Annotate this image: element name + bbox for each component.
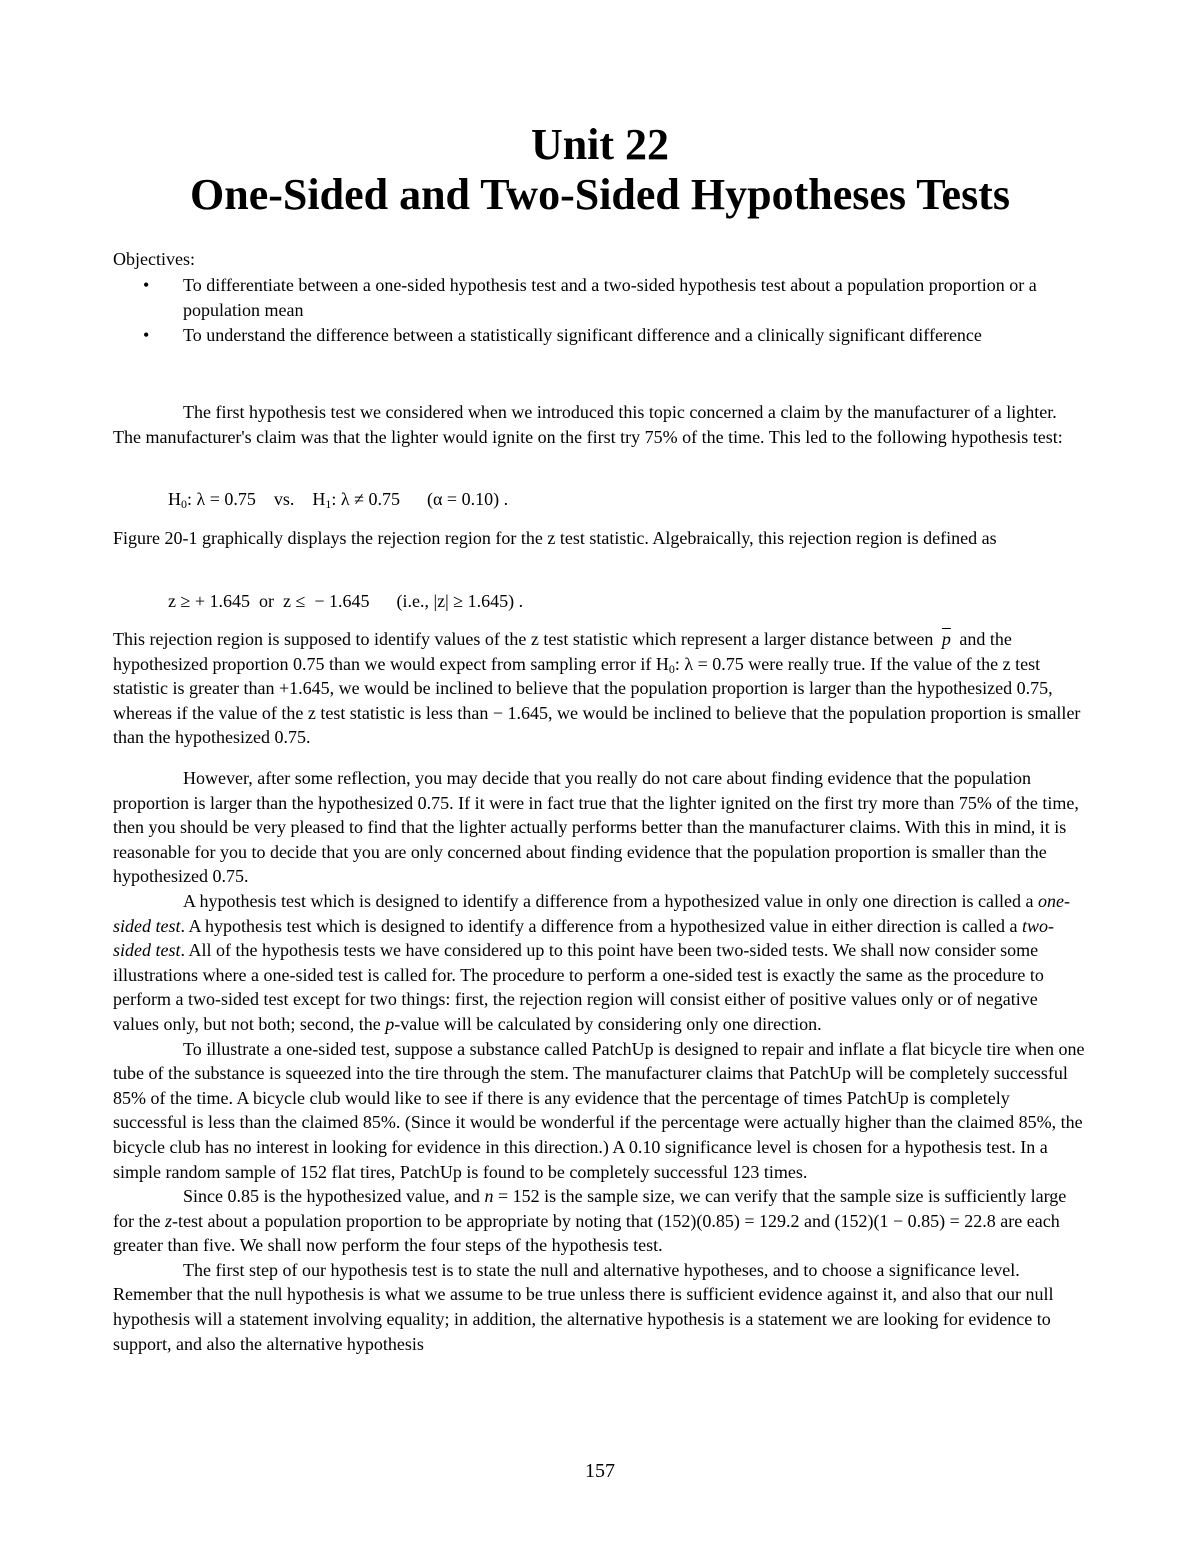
text-run: . A hypothesis test which is designed to identify a difference from a hypothesized value in either direction is called a bbox=[180, 915, 1018, 936]
p-bar-symbol: $\overline{p}$ bbox=[941, 629, 951, 649]
text-run: = 152 is the sample size, we can verify that the sample size is sufficiently large for the bbox=[113, 1186, 1067, 1231]
eq-part: : λ = 0.75 vs. H bbox=[187, 489, 326, 509]
objective-item bbox=[143, 273, 1078, 322]
objective-text: To differentiate between a one-sided hypothesis test and a two-sided hypothesis test about a population proportion or a population mean bbox=[183, 275, 1037, 320]
text-run: and the hypothesized proportion 0.75 than we would expect from sampling error if H bbox=[113, 629, 1012, 674]
text-run: -test about a population proportion to be appropriate by noting that (152)(0.85) = 129.2 and (152)(1 − 0.85) = 22.8 are each greater than five. We shall now perform the four steps of the hypothesis test. bbox=[113, 1210, 1060, 1256]
text-run: . All of the hypothesis tests we have considered up to this point have been two-sided tests. We shall now consider some illustrations where a one-sided test is called for. The procedure to perform a one-sided test is exactly the same as the procedure to perform a two-sided test except for two things: first, the rejection region will consist either of positive values only or of negative values only, but not both; second, the bbox=[113, 940, 1044, 1034]
objective-text: To understand the difference between a statistically significant difference and a clinically significant difference bbox=[183, 325, 982, 345]
bullet-icon: • bbox=[143, 275, 150, 295]
hypothesis-equation bbox=[168, 487, 508, 511]
objective-item bbox=[143, 323, 1078, 348]
eq-h0: H bbox=[168, 489, 181, 509]
text-run: A hypothesis test which is designed to identify a difference from a hypothesized value in only one direction is called a bbox=[183, 890, 1034, 911]
paragraph: The first step of our hypothesis test is to state the null and alternative hypotheses, and to choose a significance level. Remember that the null hypothesis is what we assume to be true unless there is sufficient evidence against it, and also that our null hypothesis will a statement involving equality; in addition, the alternative hypothesis is a statement we are looking for evidence to support, and also the alternative hypothesis bbox=[113, 1259, 1054, 1354]
paragraph: However, after some reflection, you may decide that you really do not care about finding evidence that the population proportion is larger than the hypothesized 0.75. If it were in fact true that the lighter ignited on the first try more than 75% of the time, then you should be very pleased to find that the lighter actually performs better than the manufacturer claims. With this in mind, it is reasonable for you to decide that you are only concerned about finding evidence that the population proportion is smaller than the hypothesized 0.75. bbox=[113, 768, 1079, 887]
paragraph bbox=[113, 889, 1088, 1037]
paragraph: The first hypothesis test we considered when we introduced this topic concerned a claim by the manufacturer of a lighter. The manufacturer's claim was that the lighter would ignite on the first try 75% of the time. This led to the following hypothesis test: bbox=[113, 402, 1063, 447]
p-variable: p bbox=[385, 1013, 395, 1034]
text-run: This rejection region is supposed to identify values of the z test statistic which represent a larger distance between bbox=[113, 629, 934, 649]
eq-part: : λ ≠ 0.75 (α = 0.10) . bbox=[331, 489, 509, 509]
eq-sub: 0 bbox=[181, 497, 187, 511]
unit-subtitle: One-Sided and Two-Sided Hypotheses Tests bbox=[190, 170, 1010, 219]
paragraph: To illustrate a one-sided test, suppose a substance called PatchUp is designed to repair and inflate a flat bicycle tire when one tube of the substance is squeezed into the tire through the stem. The manufacturer claims that PatchUp will be completely successful 85% of the time. A bicycle club would like to see if there is any evidence that the percentage of times PatchUp is completely successful is less than the claimed 85%. (Since it would be wonderful if the percentage were actually higher than the claimed 85%, the bicycle club has no interest in looking for evidence in this direction.) A 0.10 significance level is chosen for a hypothesis test. In a simple random sample of 152 flat tires, PatchUp is found to be completely successful 123 times. bbox=[113, 1038, 1085, 1182]
subscript: 0 bbox=[668, 661, 675, 676]
paragraph bbox=[113, 627, 1088, 750]
text-run: -value will be calculated by considering only one direction. bbox=[394, 1013, 822, 1034]
text-run: Since 0.85 is the hypothesized value, and bbox=[183, 1186, 480, 1207]
page-number: 157 bbox=[585, 1460, 615, 1482]
term-two-sided: two-sided test bbox=[113, 915, 1054, 961]
unit-title: Unit 22 bbox=[530, 120, 670, 169]
text-run: : λ = 0.75 were really true. If the value of the z test statistic is greater than +1.645, we would be inclined to believe that the population proportion is larger than the hypothesized 0.75, whereas if the value of the z test statistic is less than − 1.645, we would be inclined to believe that the population proportion is smaller than the hypothesized 0.75. bbox=[113, 653, 1081, 748]
body-text-block bbox=[113, 766, 1088, 1356]
eq-sub: 1 bbox=[325, 497, 332, 511]
paragraph bbox=[113, 1184, 1088, 1258]
term-one-sided: one-sided test bbox=[113, 890, 1070, 936]
z-variable: z bbox=[164, 1210, 172, 1231]
objectives-label: Objectives: bbox=[113, 249, 195, 269]
bullet-icon: • bbox=[143, 325, 150, 345]
paragraph: Figure 20-1 graphically displays the rejection region for the z test statistic. Algebraically, this rejection region is defined as bbox=[113, 528, 997, 548]
rejection-region-equation: z ≥ + 1.645 or z ≤ − 1.645 (i.e., |z| ≥ 1.645) . bbox=[168, 591, 524, 611]
n-variable: n bbox=[484, 1186, 494, 1207]
